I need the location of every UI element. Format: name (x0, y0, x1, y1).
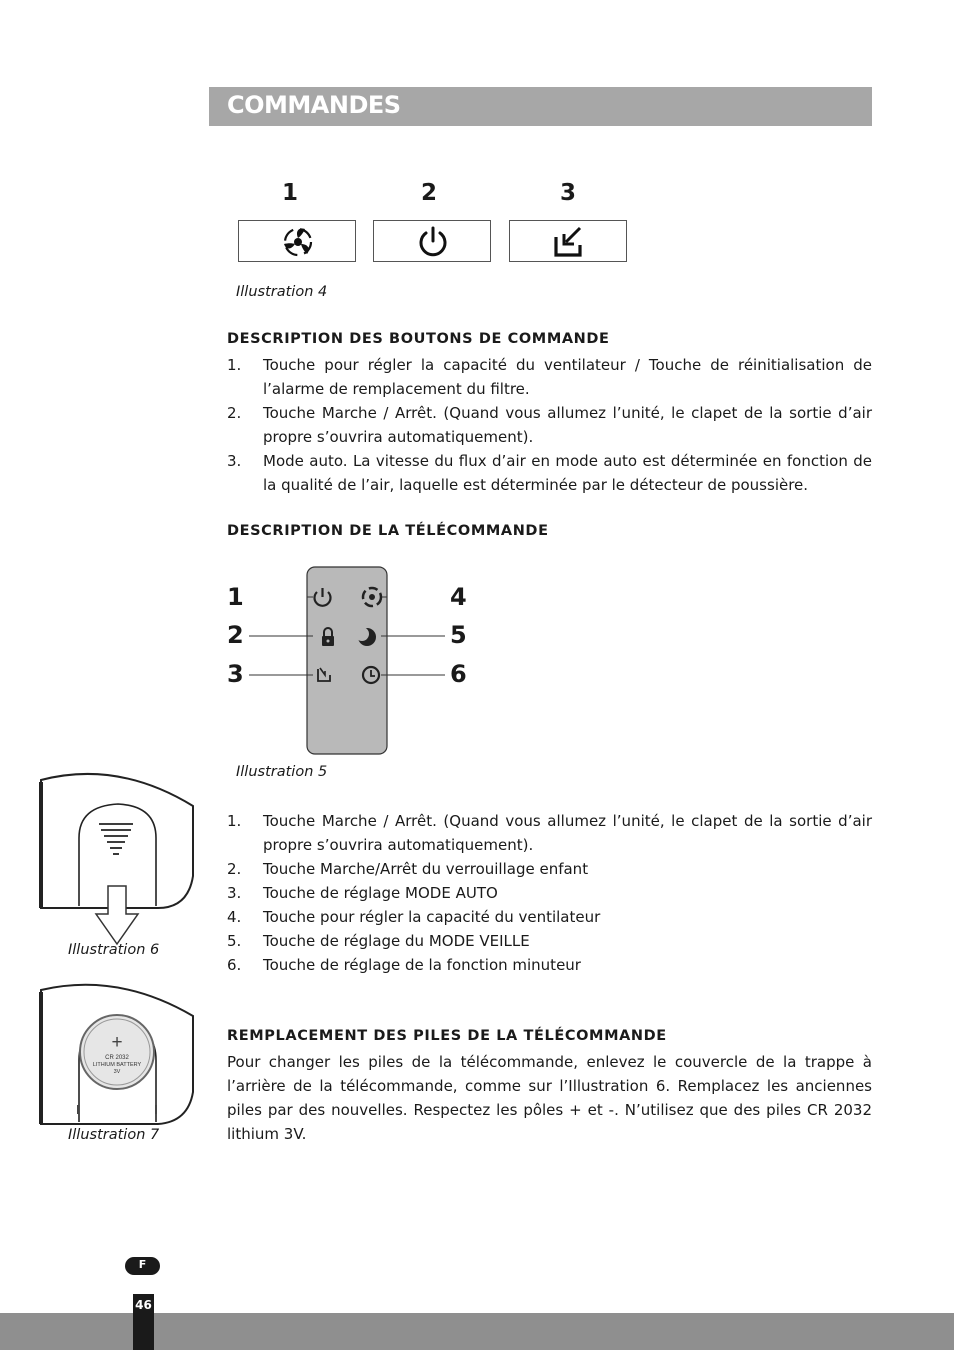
illustration-7-caption: Illustration 7 (68, 1127, 160, 1143)
list-item: 6. Touche de réglage de la fonction minuteur (227, 956, 581, 974)
list-item: 4. Touche pour régler la capacité du ventilateur (227, 908, 601, 926)
battery-cover-illustration (38, 768, 198, 946)
list-item: 5. Touche de réglage du MODE VEILLE (227, 932, 530, 950)
list-item: 2. Touche Marche / Arrêt. (Quand vous allumez l’unité, le clapet de la sortie d’air propre s’ouvrira automatiquement). (227, 404, 872, 446)
list-item: 1. Touche pour régler la capacité du ventilateur / Touche de réinitialisation de l’alarme de remplacement du filtre. (227, 356, 872, 398)
buttons-description-list (227, 353, 872, 497)
button-number-1: 1 (281, 180, 298, 206)
remote-label-2: 2 (227, 621, 244, 649)
illustration-5-caption: Illustration 5 (236, 764, 328, 780)
remote-description-heading: DESCRIPTION DE LA TÉLÉCOMMANDE (227, 523, 549, 539)
list-item: 3. Mode auto. La vitesse du flux d’air en mode auto est déterminée en fonction de la qualité de l’air, laquelle est déterminée par le détecteur de poussière. (227, 452, 872, 494)
button-number-3: 3 (559, 180, 576, 206)
buttons-description-heading: DESCRIPTION DES BOUTONS DE COMMANDE (227, 331, 610, 347)
auto-mode-icon (552, 225, 586, 259)
page-title: COMMANDES (227, 91, 401, 119)
remote-label-3: 3 (227, 660, 244, 688)
battery-replacement-text: Pour changer les piles de la télécommande, enlevez le couvercle de la trappe à l’arrière de la télécommande, comme sur l’Illustration 6. Remplacez les anciennes piles par des nouvelles. Respectez les pôles + et -. N’utilisez que des piles CR 2032 lithium 3V. (227, 1053, 872, 1143)
battery-compartment-illustration (38, 982, 198, 1128)
battery-type-label: LITHIUM BATTERY (92, 1062, 142, 1068)
remote-body (307, 567, 387, 754)
list-item: 1. Touche Marche / Arrêt. (Quand vous allumez l’unité, le clapet de la sortie d’air propre s’ouvrira automatiquement). (227, 812, 872, 854)
list-item: 3. Touche de réglage MODE AUTO (227, 884, 498, 902)
remote-label-5: 5 (450, 621, 467, 649)
remote-label-4: 4 (450, 583, 467, 611)
section-title-bar (209, 87, 872, 126)
battery-voltage-label: 3V (113, 1069, 121, 1075)
battery-model-label: CR 2032 (105, 1055, 129, 1061)
remote-label-1: 1 (227, 583, 244, 611)
page-number: 46 (135, 1298, 152, 1312)
auto-mode-button (509, 220, 627, 262)
battery-replacement-heading: REMPLACEMENT DES PILES DE LA TÉLÉCOMMANDE (227, 1028, 667, 1044)
battery-plus-label: + (111, 1032, 123, 1053)
language-badge: F (125, 1257, 160, 1275)
remote-control-illustration (240, 565, 460, 757)
page-number-tab (133, 1294, 154, 1350)
fan-icon (281, 225, 315, 259)
power-button (373, 220, 491, 262)
fan-speed-button (238, 220, 356, 262)
list-item: 2. Touche Marche/Arrêt du verrouillage enfant (227, 860, 589, 878)
remote-description-list (227, 809, 872, 977)
illustration-4-caption: Illustration 4 (236, 284, 328, 300)
button-number-2: 2 (420, 180, 437, 206)
remote-label-6: 6 (450, 660, 467, 688)
power-icon (416, 225, 450, 259)
illustration-6-caption: Illustration 6 (68, 942, 160, 958)
